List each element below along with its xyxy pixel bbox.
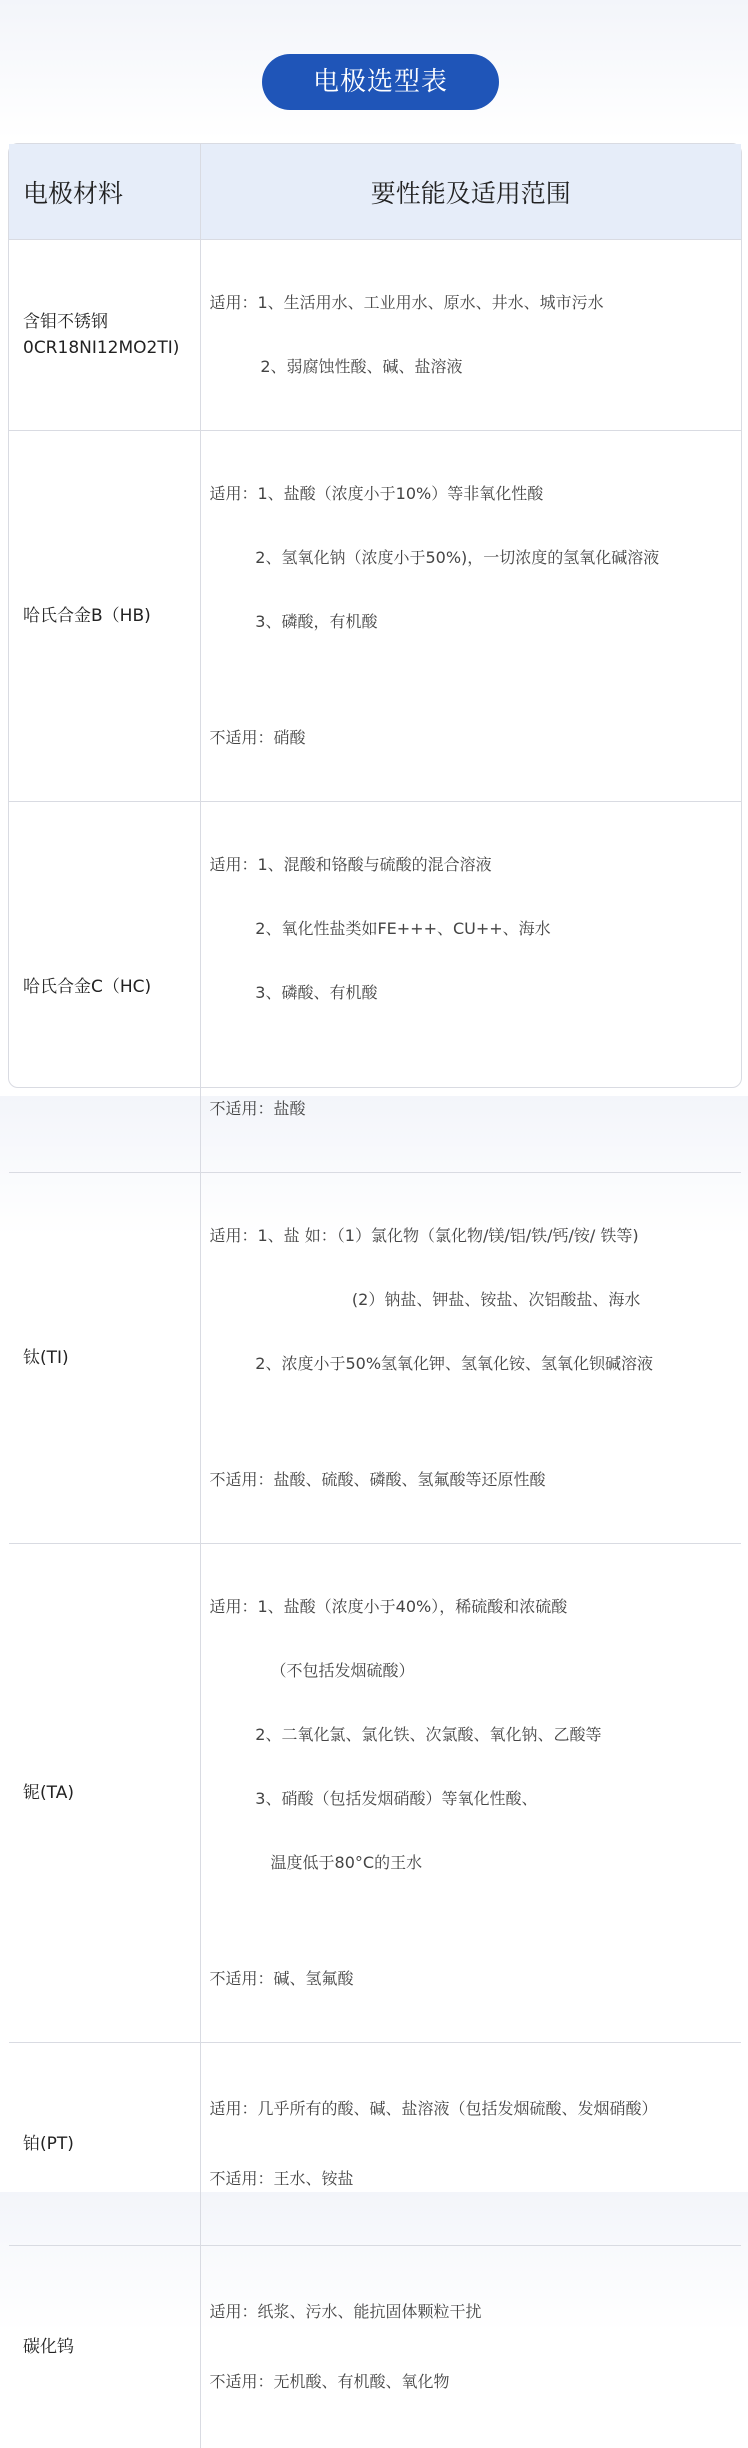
page-title: 电极选型表 <box>262 54 499 110</box>
unsuitable-line: 不适用：碱、氢氟酸 <box>210 1966 734 1992</box>
material-name: 含钼不锈钢 <box>23 309 200 335</box>
material-cell <box>9 802 200 1173</box>
suitable-line: 2、弱腐蚀性酸、碱、盐溶液 <box>210 354 734 380</box>
performance-cell <box>200 2246 741 2448</box>
suitable-line: 适用：1、混酸和铬酸与硫酸的混合溶液 <box>210 852 734 878</box>
table-row <box>9 2246 741 2448</box>
material-name: 铂(PT) <box>23 2131 200 2157</box>
performance-cell <box>200 802 741 1173</box>
material-cell <box>9 1173 200 1544</box>
suitable-line: 适用：1、盐酸（浓度小于10%）等非氧化性酸 <box>210 481 734 507</box>
material-name: 钛(TI) <box>23 1345 200 1371</box>
suitable-line: 2、氧化性盐类如FE+++、CU++、海水 <box>210 916 734 942</box>
suitable-line: 适用：1、盐酸（浓度小于40%），稀硫酸和浓硫酸 <box>210 1594 734 1620</box>
suitable-line: 3、硝酸（包括发烟硝酸）等氧化性酸、 <box>210 1786 734 1812</box>
table-row <box>9 240 741 431</box>
suitable-line: 2、二氧化氯、氯化铁、次氯酸、氧化钠、乙酸等 <box>210 1722 734 1748</box>
unsuitable-line: 不适用：无机酸、有机酸、氧化物 <box>210 2366 734 2398</box>
material-name: 哈氏合金C（HC) <box>23 974 200 1000</box>
suitable-line: 适用：1、盐 如：（1）氯化物（氯化物/镁/铝/铁/钙/铵/ 铁等) <box>210 1223 734 1249</box>
table-row <box>9 431 741 802</box>
suitable-line: (2）钠盐、钾盐、铵盐、次铝酸盐、海水 <box>210 1287 734 1313</box>
unsuitable-line: 不适用：盐酸、硫酸、磷酸、氢氟酸等还原性酸 <box>210 1467 734 1493</box>
material-cell <box>9 431 200 802</box>
table-header-row <box>9 144 741 240</box>
suitable-line: 3、磷酸、有机酸 <box>210 980 734 1006</box>
suitable-line: 2、浓度小于50%氢氧化钾、氢氧化铵、氢氧化钡碱溶液 <box>210 1351 734 1377</box>
suitable-line: 2、氢氧化钠（浓度小于50%)，一切浓度的氢氧化碱溶液 <box>210 545 734 571</box>
table-row <box>9 1544 741 2043</box>
suitable-line: 温度低于80°C的王水 <box>210 1850 734 1876</box>
unsuitable-line: 不适用：王水、铵盐 <box>210 2163 734 2195</box>
table-row <box>9 2043 741 2246</box>
column-header-material: 电极材料 <box>9 144 200 240</box>
material-cell <box>9 1544 200 2043</box>
material-name: 0CR18NI12MO2TI) <box>23 335 200 361</box>
performance-cell <box>200 2043 741 2246</box>
material-name: 哈氏合金B（HB) <box>23 603 200 629</box>
performance-cell <box>200 240 741 431</box>
performance-cell <box>200 1544 741 2043</box>
suitable-line: 适用：几乎所有的酸、碱、盐溶液（包括发烟硫酸、发烟硝酸） <box>210 2093 734 2125</box>
column-header-performance: 要性能及适用范围 <box>200 144 741 240</box>
material-cell <box>9 240 200 431</box>
electrode-selection-table <box>8 143 742 1088</box>
suitable-line: （不包括发烟硫酸） <box>210 1658 734 1684</box>
suitable-line: 适用：1、生活用水、工业用水、原水、井水、城市污水 <box>210 290 734 316</box>
material-cell <box>9 2043 200 2246</box>
unsuitable-line: 不适用：盐酸 <box>210 1096 734 1122</box>
table-row <box>9 1173 741 1544</box>
performance-cell <box>200 1173 741 1544</box>
material-cell <box>9 2246 200 2448</box>
unsuitable-line: 不适用：硝酸 <box>210 725 734 751</box>
suitable-line: 适用：纸浆、污水、能抗固体颗粒干扰 <box>210 2296 734 2328</box>
table-row <box>9 802 741 1173</box>
material-name: 碳化钨 <box>23 2334 200 2360</box>
performance-cell <box>200 431 741 802</box>
suitable-line: 3、磷酸，有机酸 <box>210 609 734 635</box>
material-name: 铌(TA) <box>23 1780 200 1806</box>
